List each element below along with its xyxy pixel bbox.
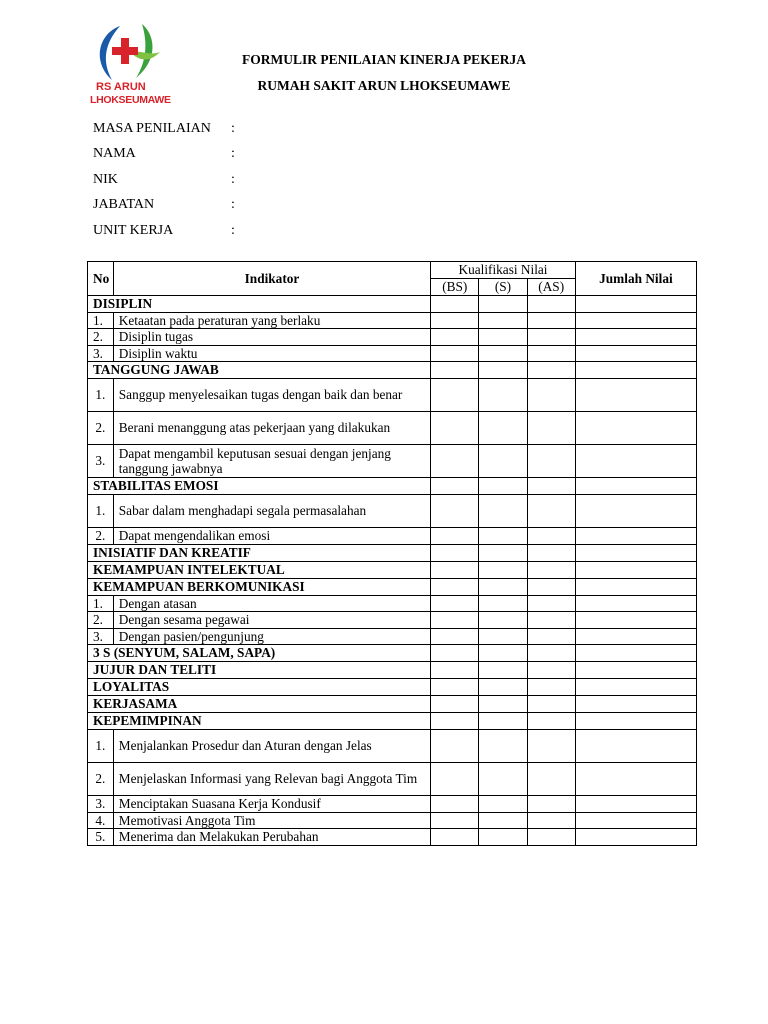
score-cell-s[interactable]: [479, 829, 527, 846]
score-cell-bs[interactable]: [431, 544, 479, 561]
score-cell-jumlah[interactable]: [575, 329, 696, 346]
indicator-text: Dengan sesama pegawai: [113, 612, 430, 629]
score-cell-bs[interactable]: [431, 578, 479, 595]
row-number: 2.: [88, 763, 114, 796]
section-row: [88, 478, 697, 495]
score-cell-jumlah[interactable]: [575, 829, 696, 846]
score-cell-jumlah[interactable]: [575, 730, 696, 763]
score-cell-bs[interactable]: [431, 713, 479, 730]
section-row: [88, 713, 697, 730]
assessment-table: [87, 261, 697, 846]
info-label: MASA PENILAIAN: [93, 121, 211, 136]
score-cell-as[interactable]: [527, 713, 575, 730]
score-cell-bs[interactable]: [431, 412, 479, 445]
table-row: [88, 730, 697, 763]
score-cell-jumlah[interactable]: [575, 628, 696, 645]
table-row: [88, 312, 697, 329]
score-cell-as[interactable]: [527, 812, 575, 829]
score-cell-as[interactable]: [527, 528, 575, 545]
page-title: FORMULIR PENILAIAN KINERJA PEKERJA: [242, 52, 526, 67]
score-cell-jumlah[interactable]: [575, 544, 696, 561]
score-cell-s[interactable]: [479, 645, 527, 662]
score-cell-jumlah[interactable]: [575, 528, 696, 545]
score-cell-as[interactable]: [527, 561, 575, 578]
table-row: [88, 612, 697, 629]
page-subtitle: RUMAH SAKIT ARUN LHOKSEUMAWE: [257, 78, 511, 93]
score-cell-jumlah[interactable]: [575, 495, 696, 528]
score-cell-as[interactable]: [527, 763, 575, 796]
indicator-text: Menciptakan Suasana Kerja Kondusif: [113, 796, 430, 813]
score-cell-s[interactable]: [479, 478, 527, 495]
score-cell-as[interactable]: [527, 679, 575, 696]
indicator-text: Berani menanggung atas pekerjaan yang dilakukan: [113, 412, 430, 445]
indicator-text: Dengan pasien/pengunjung: [113, 628, 430, 645]
score-cell-s[interactable]: [479, 696, 527, 713]
row-number: 1.: [88, 379, 114, 412]
score-cell-s[interactable]: [479, 628, 527, 645]
info-row: [93, 121, 235, 146]
table-row: [88, 796, 697, 813]
section-label: 3 S (SENYUM, SALAM, SAPA): [88, 645, 431, 662]
score-cell-bs[interactable]: [431, 595, 479, 612]
score-cell-as[interactable]: [527, 412, 575, 445]
score-cell-bs[interactable]: [431, 445, 479, 478]
header-as: (AS): [527, 279, 575, 296]
section-label: KEMAMPUAN INTELEKTUAL: [88, 561, 431, 578]
score-cell-as[interactable]: [527, 544, 575, 561]
score-cell-s[interactable]: [479, 345, 527, 362]
indicator-text: Menjelaskan Informasi yang Relevan bagi Anggota Tim: [113, 763, 430, 796]
score-cell-s[interactable]: [479, 595, 527, 612]
score-cell-bs[interactable]: [431, 696, 479, 713]
table-row: [88, 528, 697, 545]
score-cell-jumlah[interactable]: [575, 713, 696, 730]
info-row: [93, 223, 235, 248]
score-cell-jumlah[interactable]: [575, 445, 696, 478]
section-row: [88, 561, 697, 578]
score-cell-jumlah[interactable]: [575, 412, 696, 445]
indicator-text: Menjalankan Prosedur dan Aturan dengan Jelas: [113, 730, 430, 763]
score-cell-s[interactable]: [479, 495, 527, 528]
score-cell-bs[interactable]: [431, 796, 479, 813]
score-cell-bs[interactable]: [431, 662, 479, 679]
section-row: [88, 362, 697, 379]
score-cell-s[interactable]: [479, 312, 527, 329]
indicator-text: Menerima dan Melakukan Perubahan: [113, 829, 430, 846]
info-label: NAMA: [93, 146, 136, 162]
section-label: STABILITAS EMOSI: [88, 478, 431, 495]
section-label: TANGGUNG JAWAB: [88, 362, 431, 379]
score-cell-jumlah[interactable]: [575, 561, 696, 578]
header-bs: (BS): [431, 279, 479, 296]
section-row: [88, 679, 697, 696]
score-cell-as[interactable]: [527, 595, 575, 612]
logo-text-line2: LHOKSEUMAWE: [90, 94, 171, 106]
score-cell-s[interactable]: [479, 763, 527, 796]
indicator-text: Dapat mengambil keputusan sesuai dengan jenjang tanggung jawabnya: [113, 445, 430, 478]
score-cell-as[interactable]: [527, 379, 575, 412]
indicator-text: Sabar dalam menghadapi segala permasalahan: [113, 495, 430, 528]
table-row: [88, 628, 697, 645]
score-cell-as[interactable]: [527, 345, 575, 362]
score-cell-bs[interactable]: [431, 679, 479, 696]
section-label: KERJASAMA: [88, 696, 431, 713]
indicator-text: Sanggup menyelesaikan tugas dengan baik dan benar: [113, 379, 430, 412]
section-label: KEPEMIMPINAN: [88, 713, 431, 730]
score-cell-s[interactable]: [479, 730, 527, 763]
row-number: 3.: [88, 445, 114, 478]
score-cell-s[interactable]: [479, 528, 527, 545]
section-row: [88, 645, 697, 662]
info-separator: :: [231, 222, 235, 238]
table-row: [88, 345, 697, 362]
score-cell-as[interactable]: [527, 445, 575, 478]
score-cell-as[interactable]: [527, 312, 575, 329]
indicator-text: Disiplin tugas: [113, 329, 430, 346]
table-row: [88, 379, 697, 412]
score-cell-s[interactable]: [479, 379, 527, 412]
score-cell-s[interactable]: [479, 578, 527, 595]
score-cell-as[interactable]: [527, 495, 575, 528]
score-cell-bs[interactable]: [431, 628, 479, 645]
row-number: 1.: [88, 595, 114, 612]
score-cell-as[interactable]: [527, 662, 575, 679]
score-cell-as[interactable]: [527, 362, 575, 379]
info-row: [93, 172, 235, 197]
score-cell-bs[interactable]: [431, 730, 479, 763]
section-row: [88, 295, 697, 312]
section-row: [88, 578, 697, 595]
score-cell-jumlah[interactable]: [575, 763, 696, 796]
table-row: [88, 329, 697, 346]
row-number: 5.: [88, 829, 114, 846]
score-cell-s[interactable]: [479, 329, 527, 346]
score-cell-as[interactable]: [527, 730, 575, 763]
score-cell-bs[interactable]: [431, 612, 479, 629]
info-label: UNIT KERJA: [93, 222, 174, 238]
score-cell-jumlah[interactable]: [575, 679, 696, 696]
score-cell-s[interactable]: [479, 445, 527, 478]
indicator-text: Dengan atasan: [113, 595, 430, 612]
score-cell-s[interactable]: [479, 561, 527, 578]
info-separator: :: [231, 146, 235, 162]
indicator-text: Ketaatan pada peraturan yang berlaku: [113, 312, 430, 329]
header-kualifikasi: Kualifikasi Nilai: [431, 262, 576, 279]
section-row: [88, 662, 697, 679]
header-no: No: [88, 262, 114, 296]
score-cell-jumlah[interactable]: [575, 696, 696, 713]
score-cell-as[interactable]: [527, 628, 575, 645]
table-row: [88, 445, 697, 478]
score-cell-jumlah[interactable]: [575, 362, 696, 379]
score-cell-bs[interactable]: [431, 345, 479, 362]
info-separator: :: [231, 121, 235, 136]
row-number: 3.: [88, 345, 114, 362]
score-cell-bs[interactable]: [431, 379, 479, 412]
info-row: [93, 146, 235, 171]
row-number: 3.: [88, 796, 114, 813]
row-number: 2.: [88, 329, 114, 346]
score-cell-jumlah[interactable]: [575, 645, 696, 662]
score-cell-jumlah[interactable]: [575, 295, 696, 312]
table-row: [88, 495, 697, 528]
section-label: JUJUR DAN TELITI: [88, 662, 431, 679]
header-s: (S): [479, 279, 527, 296]
score-cell-bs[interactable]: [431, 362, 479, 379]
score-cell-s[interactable]: [479, 544, 527, 561]
row-number: 2.: [88, 412, 114, 445]
score-cell-bs[interactable]: [431, 312, 479, 329]
score-cell-bs[interactable]: [431, 495, 479, 528]
score-cell-bs[interactable]: [431, 812, 479, 829]
table-row: [88, 812, 697, 829]
table-row: [88, 763, 697, 796]
score-cell-as[interactable]: [527, 796, 575, 813]
score-cell-s[interactable]: [479, 679, 527, 696]
score-cell-bs[interactable]: [431, 295, 479, 312]
section-label: DISIPLIN: [88, 295, 431, 312]
indicator-text: Disiplin waktu: [113, 345, 430, 362]
info-block: [93, 121, 235, 248]
score-cell-s[interactable]: [479, 796, 527, 813]
score-cell-as[interactable]: [527, 578, 575, 595]
score-cell-bs[interactable]: [431, 528, 479, 545]
info-separator: :: [231, 197, 235, 213]
score-cell-bs[interactable]: [431, 645, 479, 662]
score-cell-s[interactable]: [479, 412, 527, 445]
score-cell-bs[interactable]: [431, 561, 479, 578]
score-cell-s[interactable]: [479, 362, 527, 379]
score-cell-jumlah[interactable]: [575, 345, 696, 362]
score-cell-jumlah[interactable]: [575, 612, 696, 629]
row-number: 1.: [88, 495, 114, 528]
score-cell-s[interactable]: [479, 295, 527, 312]
info-label: JABATAN: [93, 197, 155, 213]
score-cell-jumlah[interactable]: [575, 578, 696, 595]
table-row: [88, 595, 697, 612]
score-cell-jumlah[interactable]: [575, 312, 696, 329]
row-number: 2.: [88, 528, 114, 545]
score-cell-bs[interactable]: [431, 763, 479, 796]
table-row: [88, 829, 697, 846]
score-cell-bs[interactable]: [431, 329, 479, 346]
row-number: 3.: [88, 628, 114, 645]
score-cell-jumlah[interactable]: [575, 379, 696, 412]
row-number: 4.: [88, 812, 114, 829]
score-cell-jumlah[interactable]: [575, 478, 696, 495]
row-number: 1.: [88, 730, 114, 763]
score-cell-as[interactable]: [527, 478, 575, 495]
row-number: 1.: [88, 312, 114, 329]
score-cell-as[interactable]: [527, 329, 575, 346]
score-cell-s[interactable]: [479, 812, 527, 829]
score-cell-jumlah[interactable]: [575, 595, 696, 612]
info-label: NIK: [93, 171, 118, 187]
section-label: INISIATIF DAN KREATIF: [88, 544, 431, 561]
row-number: 2.: [88, 612, 114, 629]
info-separator: :: [231, 171, 235, 187]
header-jumlah: Jumlah Nilai: [575, 262, 696, 296]
score-cell-s[interactable]: [479, 662, 527, 679]
score-cell-as[interactable]: [527, 645, 575, 662]
score-cell-jumlah[interactable]: [575, 812, 696, 829]
score-cell-s[interactable]: [479, 612, 527, 629]
indicator-text: Memotivasi Anggota Tim: [113, 812, 430, 829]
header-indikator: Indikator: [113, 262, 430, 296]
section-row: [88, 544, 697, 561]
score-cell-jumlah[interactable]: [575, 662, 696, 679]
score-cell-as[interactable]: [527, 295, 575, 312]
score-cell-jumlah[interactable]: [575, 796, 696, 813]
logo-text-line1: RS ARUN: [96, 81, 146, 93]
section-label: LOYALITAS: [88, 679, 431, 696]
table-row: [88, 412, 697, 445]
score-cell-s[interactable]: [479, 713, 527, 730]
score-cell-as[interactable]: [527, 696, 575, 713]
score-cell-as[interactable]: [527, 612, 575, 629]
section-label: KEMAMPUAN BERKOMUNIKASI: [88, 578, 431, 595]
section-row: [88, 696, 697, 713]
indicator-text: Dapat mengendalikan emosi: [113, 528, 430, 545]
info-row: [93, 197, 235, 222]
score-cell-bs[interactable]: [431, 829, 479, 846]
score-cell-as[interactable]: [527, 829, 575, 846]
score-cell-bs[interactable]: [431, 478, 479, 495]
